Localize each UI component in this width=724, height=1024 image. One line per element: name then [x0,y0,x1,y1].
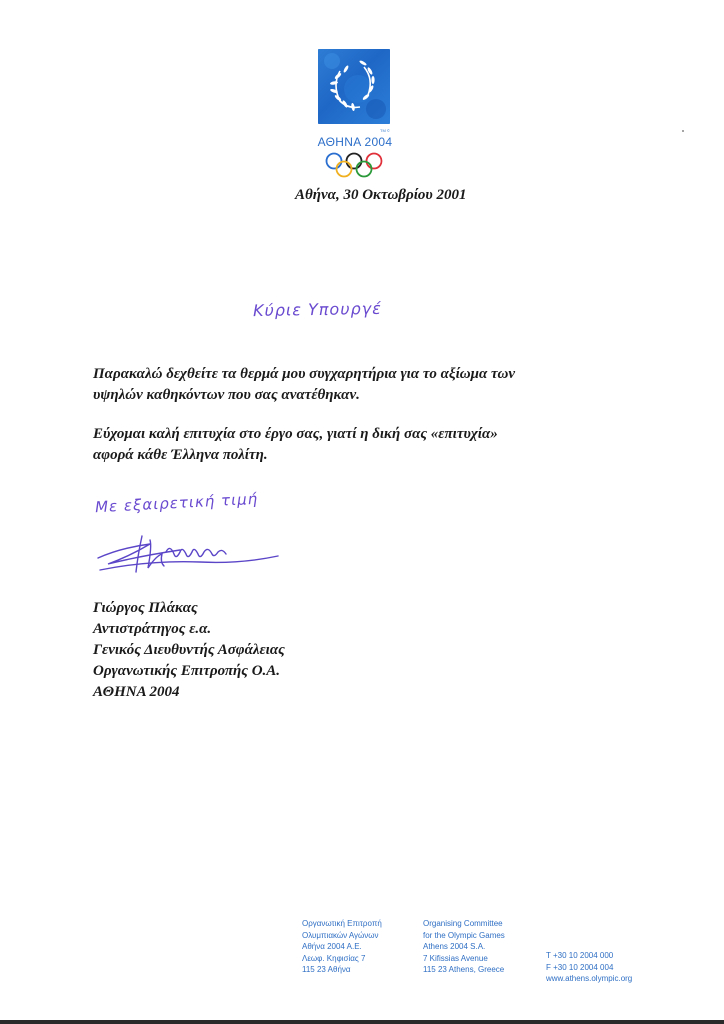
body-paragraph-1 [93,364,613,406]
signer-title: Γενικός Διευθυντής Ασφάλειας [93,642,285,658]
footer-line: Λεωφ. Κηφισίας 7 [302,953,366,963]
athens-2004-wordmark: ΑΘΗΝΑ 2004 [317,135,393,149]
signer-rank: Αντιστράτηγος ε.α. [93,621,212,637]
handwritten-closing: Με εξαιρετική τιμή [94,489,259,517]
footer-line: Athens 2004 S.A. [423,942,486,951]
footer-fax: F +30 10 2004 004 [546,962,614,972]
footer-line: 115 23 Athens, Greece [423,965,505,974]
olympic-rings-icon [324,152,384,178]
signer-name: Γιώργος Πλάκας [93,600,198,616]
footer-website: www.athens.olympic.org [546,974,633,983]
footer-greek-address [302,918,382,976]
scan-bottom-edge [0,1020,724,1024]
footer-line: Ολυμπιακών Αγώνων [302,930,379,940]
footer-line: Organising Committee [423,919,503,928]
trademark-mark: TM © [380,128,390,133]
body-line: υψηλών καθηκόντων που σας ανατέθηκαν. [93,387,360,403]
body-line: αφορά κάθε Έλληνα πολίτη. [93,447,268,463]
signer-event: ΑΘΗΝΑ 2004 [93,684,180,700]
footer-line: for the Olympic Games [423,930,505,940]
athens-2004-emblem [318,49,390,141]
signer-organization: Οργανωτικής Επιτροπής Ο.Α. [93,663,281,679]
body-paragraph-2 [93,424,613,466]
olive-wreath-icon [318,49,390,124]
signer-block [93,598,493,703]
footer-line: Οργανωτική Επιτροπή [302,919,382,928]
footer-phone: T +30 10 2004 000 [546,951,614,960]
body-line: Εύχομαι καλή επιτυχία στο έργο σας, γιατί η δική σας «επιτυχία» [93,426,498,442]
letter-date: Αθήνα, 30 Οκτωβρίου 2001 [295,187,467,203]
scan-speck [682,130,684,132]
handwritten-salutation: Κύριε Υπουργέ [252,298,382,321]
footer-english-address [423,918,505,976]
footer-line: Αθήνα 2004 Α.Ε. [302,942,362,951]
footer-line: 7 Kifissias Avenue [423,953,488,963]
signature-icon [90,526,290,576]
footer-contact [546,950,632,985]
footer-line: 115 23 Αθήνα [302,965,351,974]
body-line: Παρακαλώ δεχθείτε τα θερμά μου συγχαρητήρια για το αξίωμα των [93,366,515,382]
